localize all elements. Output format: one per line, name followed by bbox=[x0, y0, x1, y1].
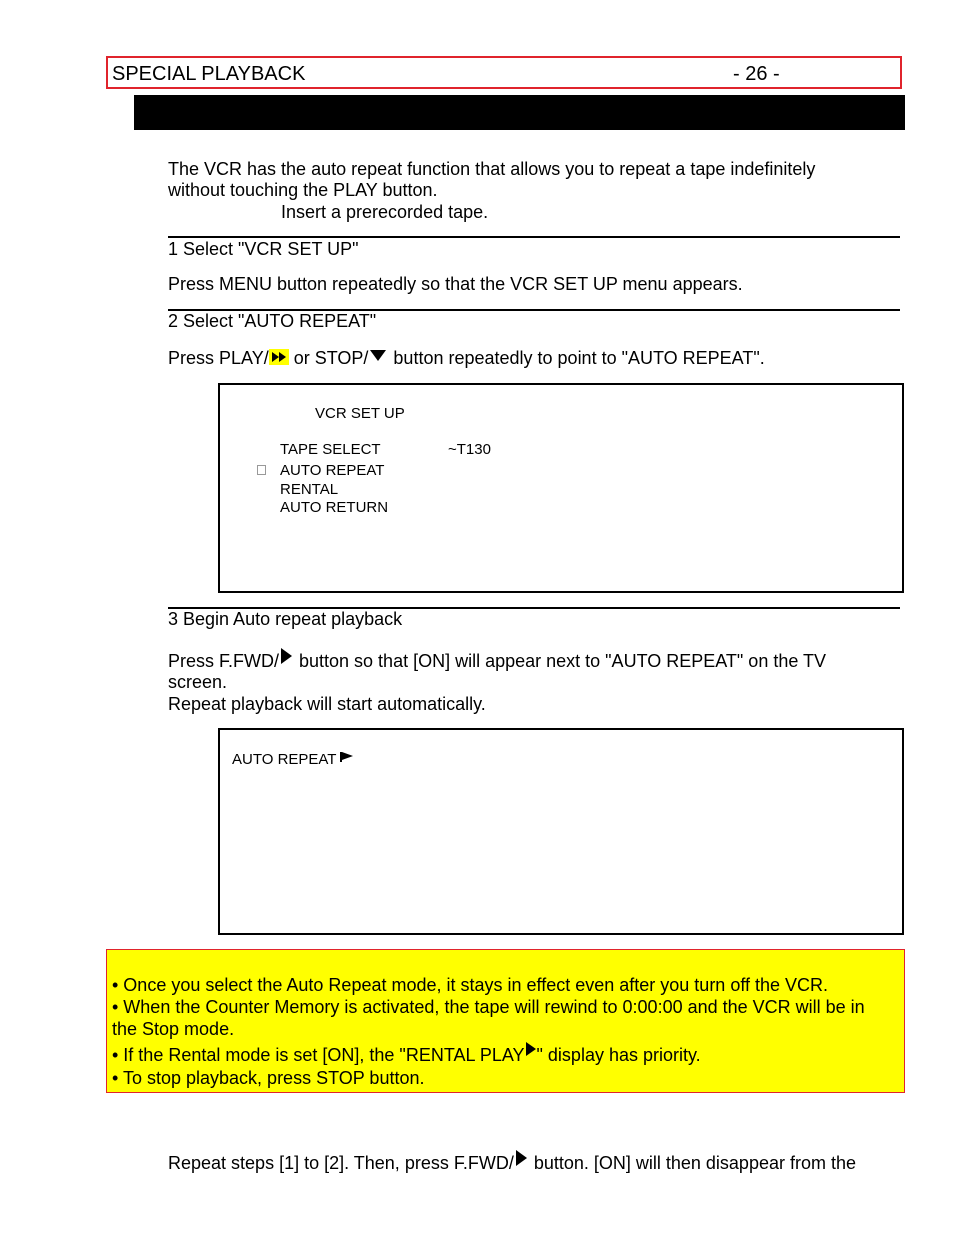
right-triangle-icon bbox=[281, 648, 292, 664]
right-triangle-icon bbox=[516, 1150, 527, 1166]
down-triangle-icon bbox=[370, 350, 386, 361]
step1-rule bbox=[168, 236, 900, 238]
menu-item-auto-return: AUTO RETURN bbox=[280, 499, 389, 516]
osd-label bbox=[232, 751, 354, 769]
note-2a: • When the Counter Memory is activated, the tape will rewind to 0:00:00 and the VCR will be in bbox=[112, 997, 865, 1017]
note-3a: • If the Rental mode is set [ON], the "RENTAL PLAY bbox=[112, 1045, 525, 1065]
note-3b: " display has priority. bbox=[536, 1045, 701, 1065]
step2-text bbox=[168, 348, 765, 369]
step3-text-a: Press F.FWD/ bbox=[168, 651, 279, 671]
step2-text-b: or STOP/ bbox=[288, 348, 369, 368]
note-3 bbox=[112, 1045, 701, 1066]
step3-text-d: Repeat playback will start automatically. bbox=[168, 694, 486, 714]
section-title: SPECIAL PLAYBACK bbox=[112, 63, 306, 85]
step3-text bbox=[168, 651, 826, 672]
osd-label-text: AUTO REPEAT bbox=[232, 751, 337, 768]
step2-text-c: button repeatedly to point to "AUTO REPEAT". bbox=[388, 348, 765, 368]
fast-forward-icon bbox=[269, 349, 289, 365]
intro-line-2: without touching the PLAY button. bbox=[168, 180, 438, 200]
page-number: - 26 - bbox=[733, 63, 780, 85]
menu-item-rental: RENTAL bbox=[280, 481, 339, 498]
note-4: • To stop playback, press STOP button. bbox=[112, 1068, 425, 1088]
step2-text-a: Press PLAY/ bbox=[168, 348, 269, 368]
menu-value-tape: ~T130 bbox=[448, 441, 491, 458]
step1-heading: 1 Select "VCR SET UP" bbox=[168, 239, 359, 259]
step3-text-b: button so that [ON] will appear next to "AUTO REPEAT" on the TV bbox=[294, 651, 827, 671]
menu-cursor-icon bbox=[257, 465, 266, 475]
flag-icon bbox=[340, 752, 354, 762]
right-triangle-icon bbox=[526, 1042, 536, 1056]
note-1: • Once you select the Auto Repeat mode, it stays in effect even after you turn off the VCR. bbox=[112, 975, 829, 995]
step2-heading: 2 Select "AUTO REPEAT" bbox=[168, 311, 377, 331]
menu-item-tape-select: TAPE SELECT bbox=[280, 441, 381, 458]
menu-item-auto-repeat: AUTO REPEAT bbox=[280, 462, 385, 479]
step3-heading: 3 Begin Auto repeat playback bbox=[168, 609, 403, 629]
step1-text: Press MENU button repeatedly so that the VCR SET UP menu appears. bbox=[168, 274, 743, 294]
menu-title: VCR SET UP bbox=[315, 405, 405, 422]
title-bar bbox=[134, 95, 905, 130]
intro-line-3: Insert a prerecorded tape. bbox=[281, 202, 489, 222]
cancel-text bbox=[168, 1153, 856, 1174]
step3-text-c: screen. bbox=[168, 672, 228, 692]
intro-line-1: The VCR has the auto repeat function that allows you to repeat a tape indefinitely bbox=[168, 159, 816, 179]
cancel-text-a: Repeat steps [1] to [2]. Then, press F.FWD/ bbox=[168, 1153, 514, 1173]
cancel-text-b: button. [ON] will then disappear from the bbox=[528, 1153, 856, 1173]
note-2b: the Stop mode. bbox=[112, 1019, 235, 1039]
